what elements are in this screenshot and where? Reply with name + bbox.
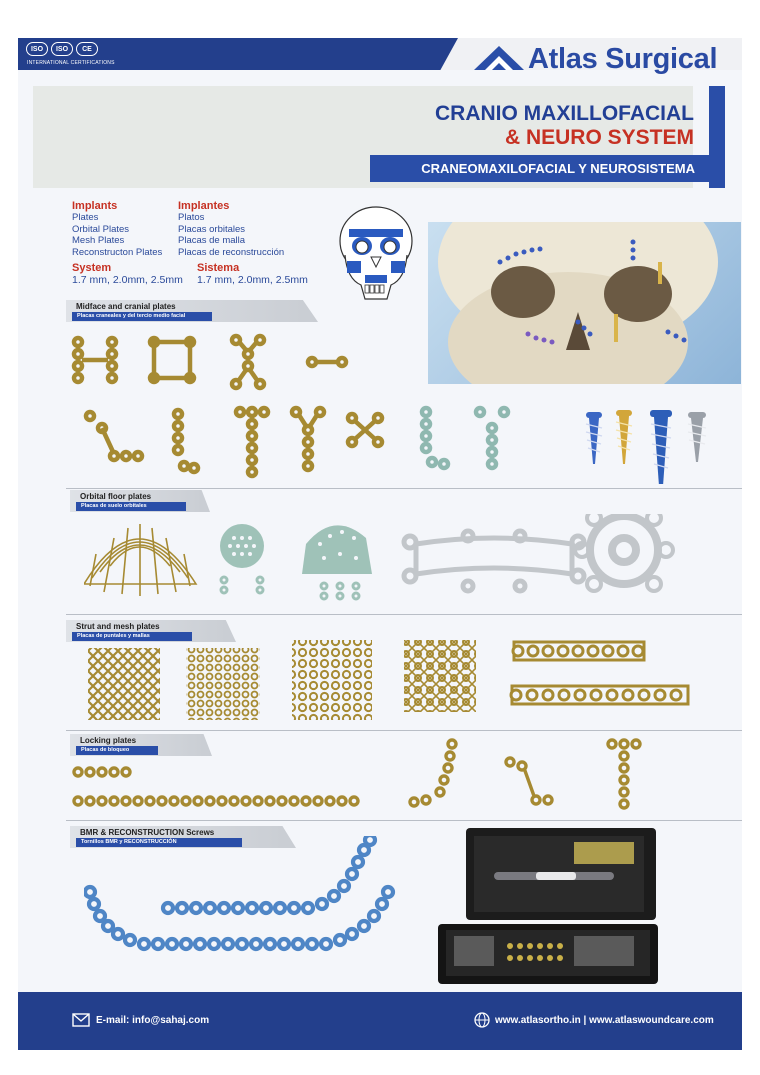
section-subtitle: Placas craneales y del tercio medio facial [72, 312, 212, 321]
section-divider [66, 614, 742, 615]
implantes-list [178, 212, 284, 258]
midface-plates-row2 [80, 404, 720, 484]
ce-badge-icon: CE [76, 42, 98, 56]
section-subtitle: Tornillos BMR y RECONSTRUCCIÓN [76, 838, 242, 847]
mesh-plates-row [88, 636, 698, 722]
implants-list [72, 212, 162, 258]
iso-badge-icon: ISO [51, 42, 73, 56]
implante-item: Placas de malla [178, 235, 246, 246]
section-orbital [70, 490, 210, 512]
implant-item: Reconstructon Plates [72, 246, 163, 258]
globe-icon [474, 1012, 490, 1028]
orbital-plates-row [84, 514, 694, 610]
section-subtitle: Placas de puntales y mallas [72, 632, 192, 641]
implante-item: Placas de reconstrucción [178, 246, 285, 258]
system-heading: System [72, 262, 112, 274]
envelope-icon [72, 1013, 90, 1027]
brand-name: Atlas Surgical [528, 43, 718, 75]
certifications-label: INTERNATIONAL CERTIFICATIONS [27, 60, 115, 66]
midface-plates-row1 [60, 330, 430, 402]
section-subtitle: Placas de bloqueo [76, 746, 158, 755]
skull-photo [428, 222, 741, 384]
reconstruction-plates [84, 836, 404, 956]
implant-item: Plates [72, 212, 99, 223]
title-accent-bar [709, 86, 725, 188]
footer-email[interactable]: E-mail: info@sahaj.com [96, 1015, 210, 1026]
system-value: 1.7 mm, 2.0mm, 2.5mm [72, 274, 183, 286]
section-midface [66, 300, 318, 322]
section-divider [66, 730, 742, 731]
implantes-heading: Implantes [178, 200, 230, 212]
page-subtitle: CRANEOMAXILOFACIAL Y NEUROSISTEMA [370, 155, 709, 182]
footer-websites[interactable]: www.atlasortho.in | www.atlaswoundcare.com [495, 1015, 714, 1026]
section-title: BMR & RECONSTRUCTION Screws [80, 828, 215, 837]
atlas-logo-icon [474, 44, 524, 70]
page-title-line2: & NEURO SYSTEM [504, 126, 694, 149]
sistema-heading: Sistema [197, 262, 240, 274]
locking-plates-row [70, 738, 660, 814]
section-title: Midface and cranial plates [76, 302, 176, 311]
section-title: Strut and mesh plates [76, 622, 160, 631]
screws-icon [586, 410, 706, 484]
skull-diagram-icon [335, 205, 417, 303]
section-title: Locking plates [80, 736, 137, 745]
section-title: Orbital floor plates [80, 492, 152, 501]
section-divider [66, 488, 742, 489]
sistema-value: 1.7 mm, 2.0mm, 2.5mm [197, 274, 308, 286]
certification-badges [26, 42, 98, 56]
iso-badge-icon: ISO [26, 42, 48, 56]
implants-heading: Implants [72, 200, 118, 212]
instrument-tray-photo [424, 828, 664, 988]
implant-item: Orbital Plates [72, 223, 130, 235]
section-subtitle: Placas de suelo orbitales [76, 502, 186, 511]
implant-item: Mesh Plates [72, 235, 125, 246]
page-title-line1: CRANIO MAXILLOFACIAL [435, 102, 694, 125]
implante-item: Platos [178, 212, 205, 223]
section-divider [66, 820, 742, 821]
implante-item: Placas orbitales [178, 223, 246, 235]
